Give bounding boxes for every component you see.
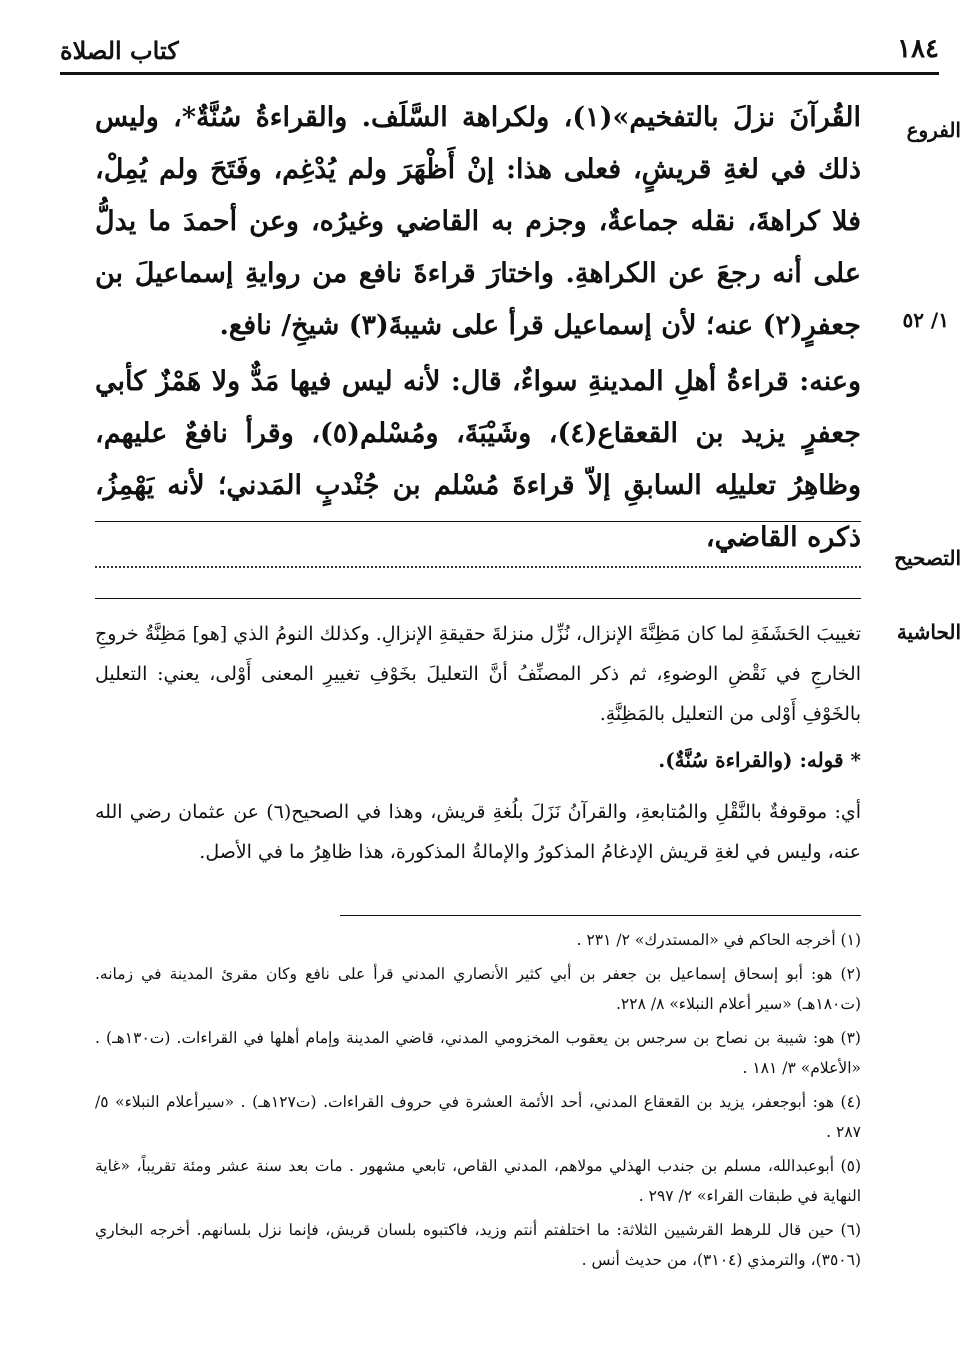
hashiya-intro: تغييبَ الحَشَفَةِ لما كان مَظِنَّةَ الإنزال، نُزِّل منزلةَ حقيقةِ الإنزالِ. وكذلك النومُ الذي [هو] مَظِنَّةُ خروجِ الخارجِ في نَقْضِ الوضوءِ، ثم ذكر المصنِّفُ أنَّ التعليلَ بخَوْفِ تغييرِ المعنى أَوْلى، يعني: التعليل بالخَوْفِ أَوْلى من التعليل بالمَظِنَّةِ. xyxy=(95,623,861,725)
hashiya-divider xyxy=(95,598,861,599)
main-text xyxy=(95,92,861,564)
footnotes xyxy=(95,925,861,1279)
page-number: ١٨٤ xyxy=(897,34,939,64)
footnote: (٢) هو: أبو إسحاق إسماعيل بن جعفر بن أبي كثير الأنصاري المدني قرأ على نافع وكان مقرئ المدينة في زمانه. (ت١٨٠هـ) «سير أعلام النبلاء» ٨/ ٢٢٨. xyxy=(95,965,861,1013)
hashiya-explanation: أي: موقوفةٌ بالنَّقْلِ والمُتابعةِ، والقرآنُ نَزَلَ بلُغةِ قريش، وهذا في الصحيح(٦) عن عثمان رضي الله عنه، وليس في لغةِ قريش الإدغامُ المذكورُ والإمالةُ المذكورة، هذا ظاهِرُ ما في الأصل. xyxy=(95,801,862,863)
main-text-divider xyxy=(95,521,861,522)
side-label-hashiya: الحاشية xyxy=(896,620,961,644)
footnote-divider xyxy=(340,915,861,916)
footnote: (٣) هو: شيبة بن نصاح بن سرجس بن يعقوب المخزومي المدني، قاضي المدينة وإمام أهلها في القراءات. (ت١٣٠هـ) . «الأعلام» ٣/ ١٨١ . xyxy=(95,1029,861,1077)
page-header xyxy=(60,30,939,70)
header-divider xyxy=(60,72,939,75)
footnote: (١) أخرجه الحاكم في «المستدرك» ٢/ ٢٣١ . xyxy=(576,931,861,949)
hashiya-qawl: * قوله: (والقراءة سُنَّةٌ). xyxy=(658,748,861,772)
main-paragraph: وعنه: قراءةُ أهلِ المدينةِ سواءٌ، قال: لأنه ليس فيها مَدٌّ ولا هَمْزٌ كأبي جعفرٍ يزيد بن القعقاع(٤)، وشَيْبَةَ، ومُسْلم(٥)، وقرأ نافعٌ عليهم، وظاهِرُ تعليلِه السابقِ إلاّ قراءةَ مُسْلم بن جُنْدبٍ المَدني؛ لأنه يَهْمِزُ، ذكره القاضي، xyxy=(95,366,861,553)
main-paragraph: القُرآنَ نزلَ بالتفخيم»(١)، ولكراهة السَّلَف. والقراءةُ سُنَّةٌ*، وليس ذلك في لغةِ قريشٍ، فعلى هذا: إنْ أَظْهَرَ ولم يُدْغِم، وفَتَحَ ولم يُمِلْ، فلا كراهةَ، نقله جماعةٌ، وجزم به القاضي وغيرُه، وعن أحمدَ ما يدلُّ على أنه رجعَ عن الكراهةِ. واختارَ قراءةَ نافع من روايةِ إسماعيلَ بن جعفرٍ(٢) عنه؛ لأن إسماعيل قرأ على شيبةَ(٣) شيخِ/ نافع. xyxy=(95,102,861,341)
footnote: (٥) أبوعبدالله، مسلم بن جندب الهذلي مولاهم، المدني القاص، تابعي مشهور . مات بعد سنة عشر ومئة تقريباً، «غاية النهاية في طبقات القراء» ٢/ ٢٩٧ . xyxy=(95,1157,861,1205)
footnote: (٦) حين قال للرهط القرشيين الثلاثة: ما اختلفتم أنتم وزيد، فاكتبوه بلسان قريش، فإنما نزل بلسانهم. أخرجه البخاري (٣٥٠٦)، والترمذي (٣١٠٤)، من حديث أنس . xyxy=(95,1221,861,1269)
side-label-furu: الفروع xyxy=(906,118,961,142)
hashiya-text xyxy=(95,614,861,872)
volume-page-ref: ١/ ٥٢ xyxy=(902,308,949,332)
tashih-dotted-line xyxy=(95,566,861,568)
footnote: (٤) هو: أبوجعفر، يزيد بن القعقاع المدني، أحد الأئمة العشرة في حروف القراءات. (ت١٢٧هـ) . «سيرأعلام النبلاء» ٥/ ٢٨٧ . xyxy=(95,1093,861,1141)
side-label-tashih: التصحيح xyxy=(894,546,961,570)
book-title: كتاب الصلاة xyxy=(60,36,179,65)
